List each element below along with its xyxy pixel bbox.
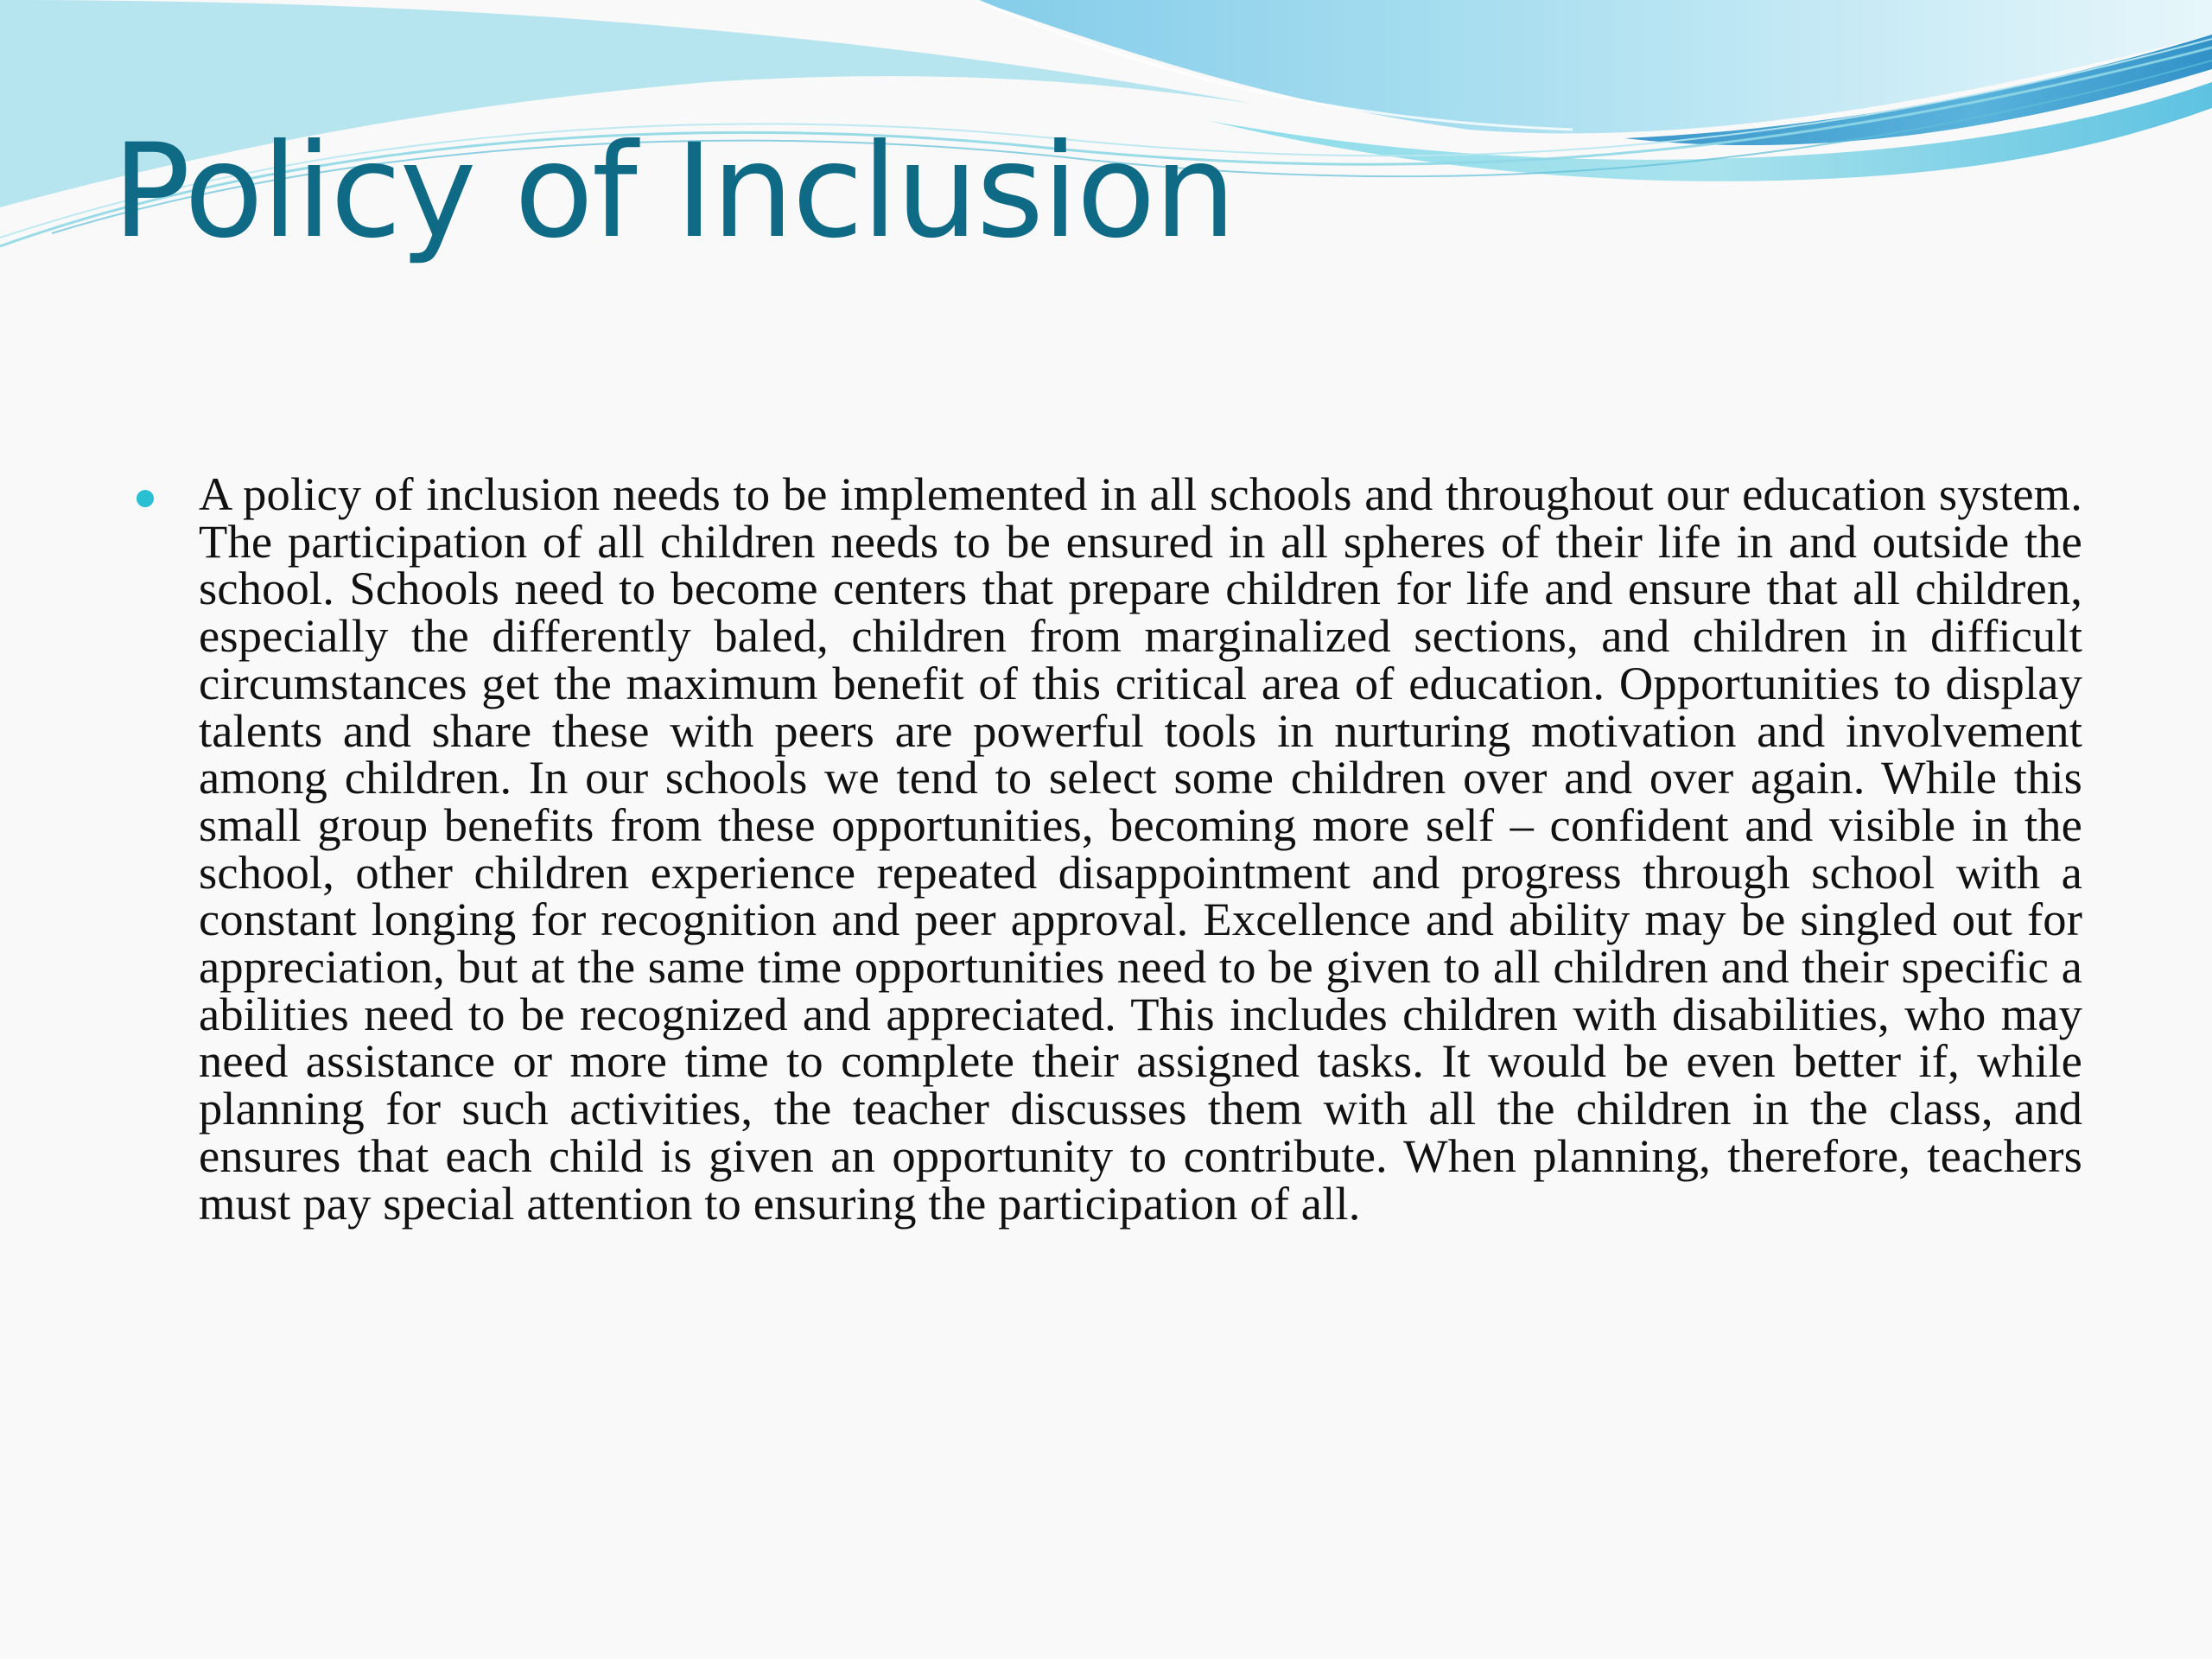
bullet-item bbox=[130, 467, 2082, 1230]
slide-title: Policy of Inclusion bbox=[112, 117, 1235, 267]
bullet-dot-icon bbox=[137, 490, 154, 507]
bullet-text: A policy of inclusion needs to be implemented in all schools and throughout our education system. The participation of all children needs to be ensured in all spheres of their life in and outside the school. Schools need to become centers that prepare children for life and ensure that all children, especially the differently baled, children from marginalized sections, and children in difficult circumstances get the maximum benefit of this critical area of education. Opportunities to display talents and share these with peers are powerful tools in nurturing motivation and involvement among children. In our schools we tend to select some children over and over again. While this small group benefits from these opportunities, becoming more self – confident and visible in the school, other children experience repeated disappointment and progress through school with a constant longing for recognition and peer approval. Excellence and ability may be singled out for appreciation, but at the same time opportunities need to be given to all children and their specific a abilities need to be recognized and appreciated. This includes children with disabilities, who may need assistance or more time to complete their assigned tasks. It would be even better if, while planning for such activities, the teacher discusses them with all the children in the class, and ensures that each child is given an opportunity to contribute. When planning, therefore, teachers must pay special attention to ensuring the participation of all. bbox=[199, 467, 2082, 1230]
bullet-list bbox=[130, 467, 2082, 1230]
